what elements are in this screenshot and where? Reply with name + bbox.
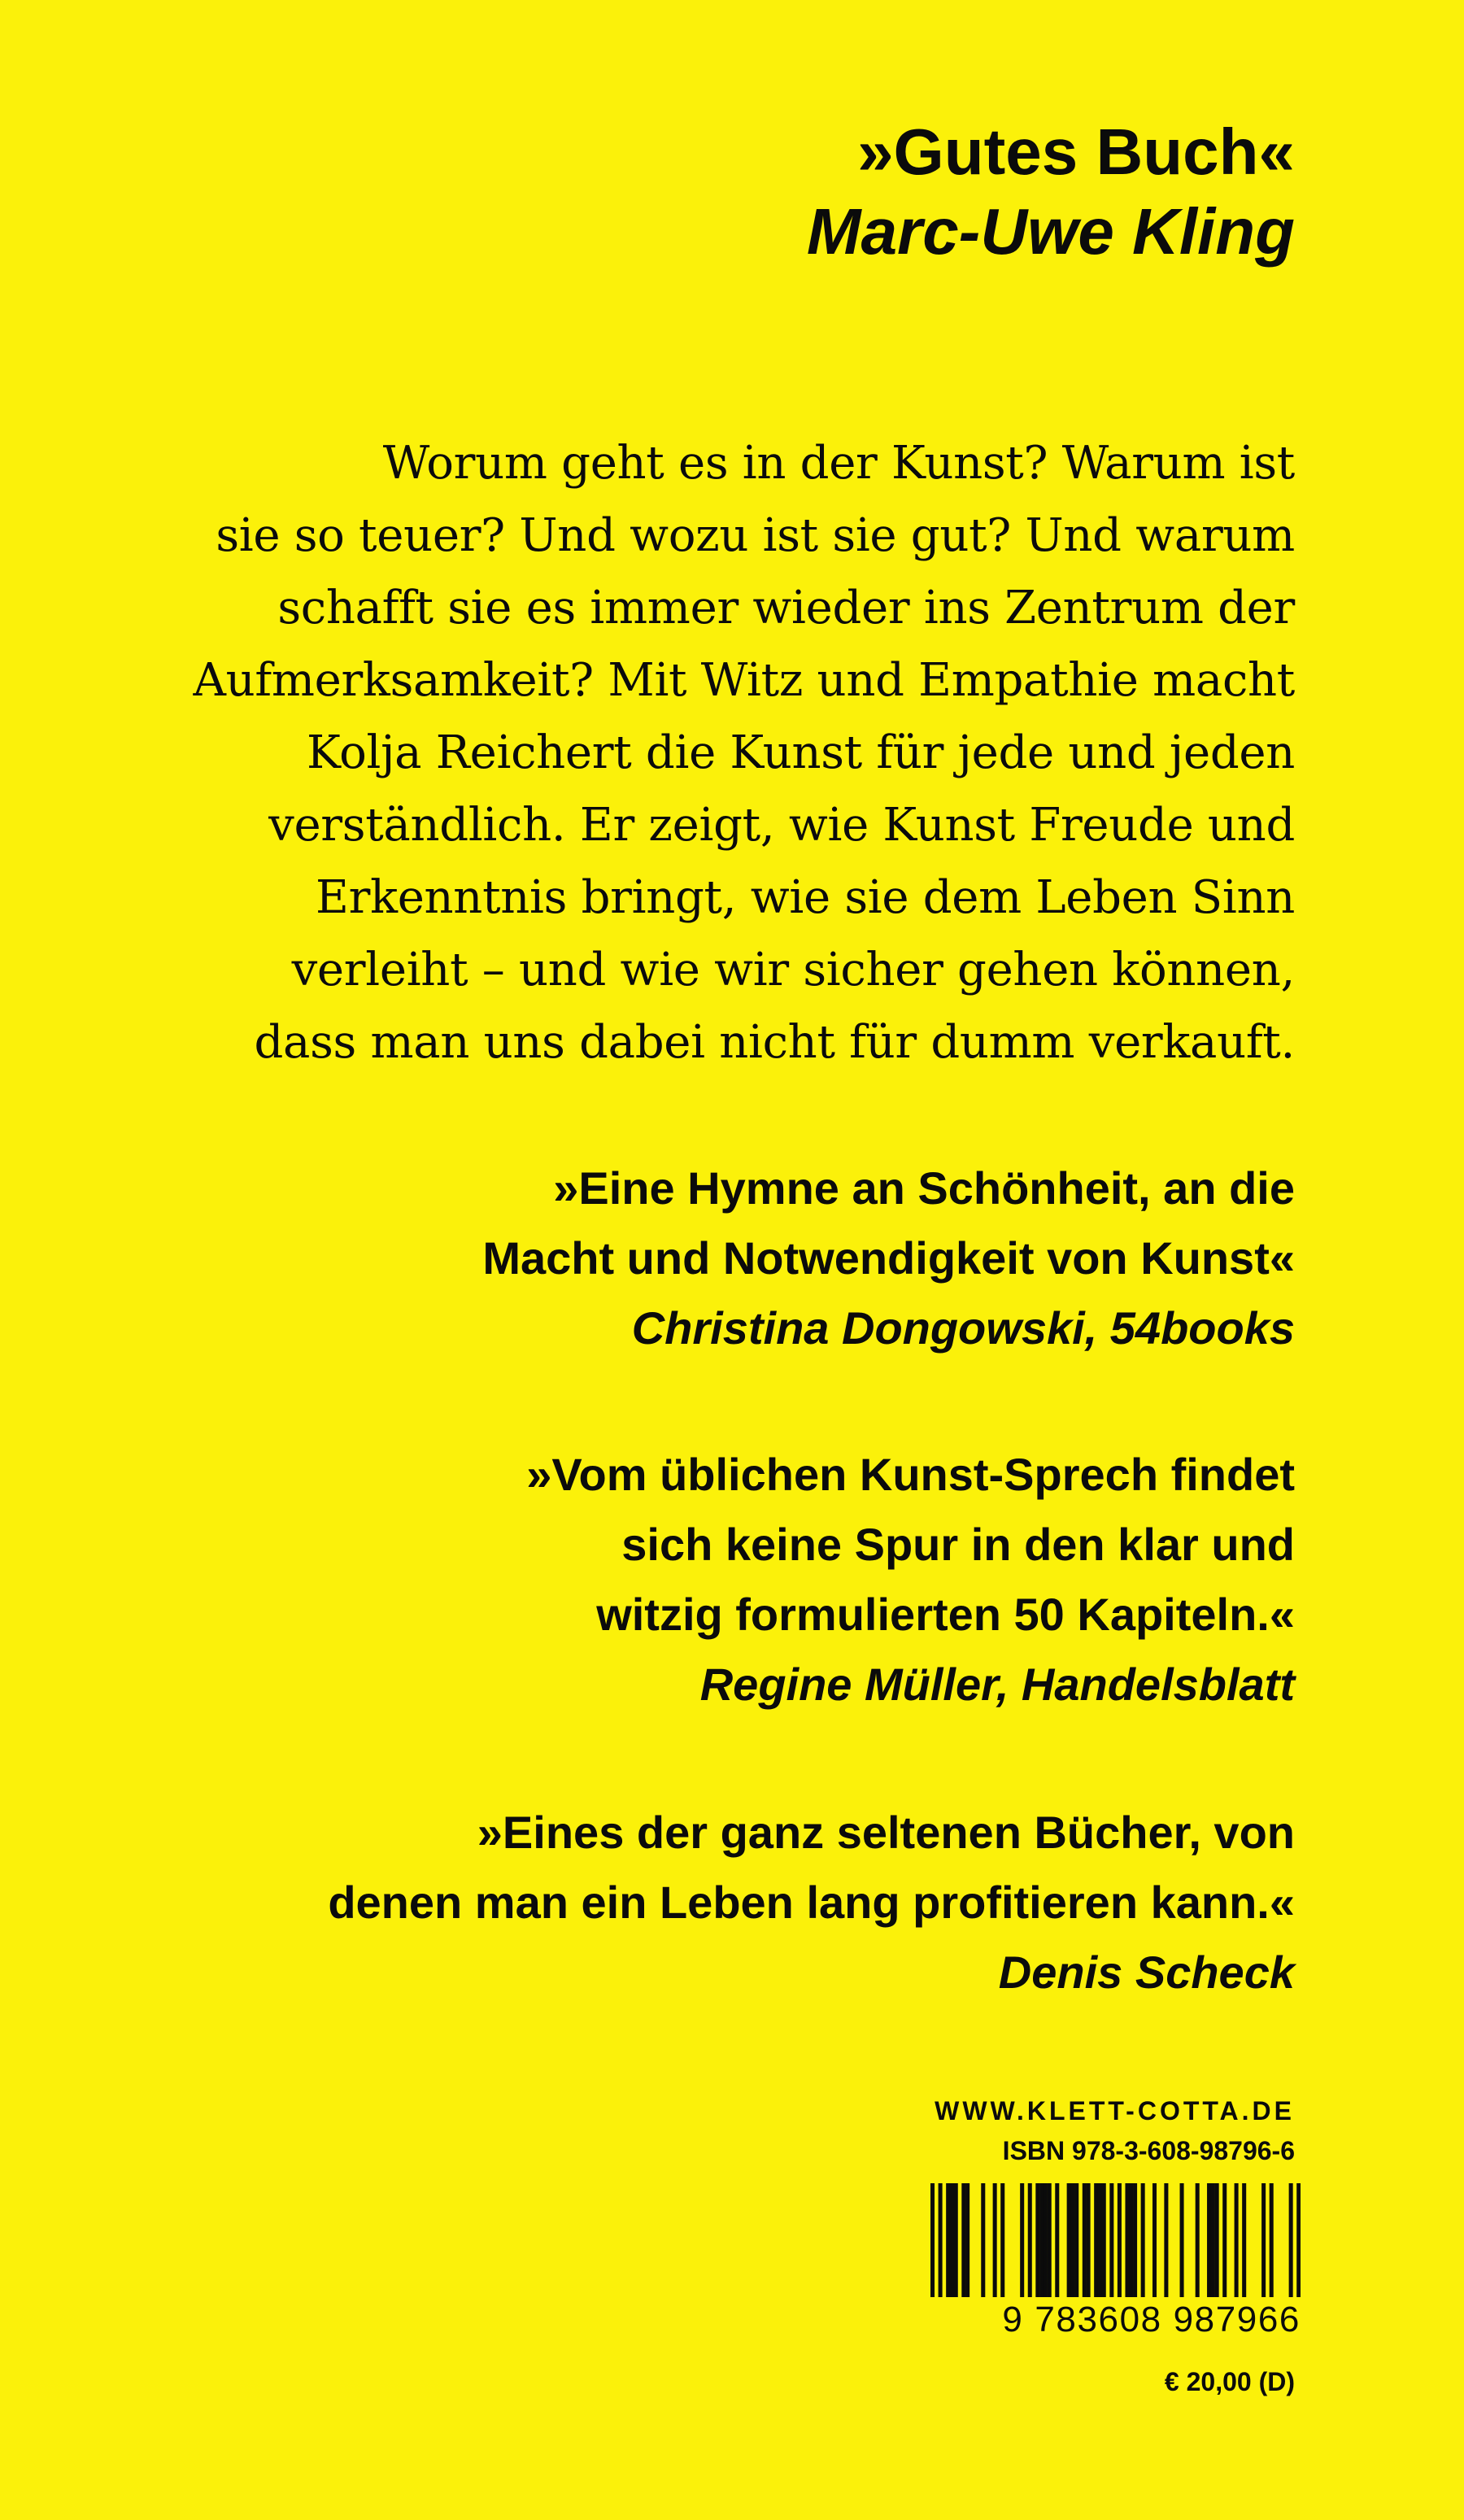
review-quote-line: denen man ein Leben lang profitieren kann.« xyxy=(328,1877,1295,1928)
barcode-bar xyxy=(1235,2183,1239,2297)
barcode-bar xyxy=(1083,2183,1087,2297)
barcode-bar xyxy=(1102,2183,1106,2297)
publisher-info xyxy=(807,2091,1295,2171)
barcode-bar xyxy=(950,2183,954,2297)
barcode-bar xyxy=(1242,2183,1246,2297)
blurb-line: Kolja Reichert die Kunst für jede und jeden xyxy=(307,726,1295,779)
barcode-bar xyxy=(1039,2183,1044,2297)
review-quote xyxy=(75,1440,1295,1720)
barcode-bar xyxy=(1074,2183,1078,2297)
barcode-bar xyxy=(1067,2183,1071,2297)
price-tag xyxy=(888,2364,1295,2400)
barcode-bar xyxy=(1261,2183,1266,2297)
barcode-bar xyxy=(1289,2183,1293,2297)
review-source: Regine Müller, Handelsblatt xyxy=(699,1659,1295,1710)
top-quote-author: Marc-Uwe Kling xyxy=(806,195,1295,268)
top-quote-text: »Gutes Buch« xyxy=(857,116,1295,188)
review-quote-line: »Eines der ganz seltenen Bücher, von xyxy=(477,1807,1295,1858)
barcode-bar xyxy=(1070,2183,1074,2297)
review-quote xyxy=(75,1798,1295,2008)
blurb-line: sie so teuer? Und wozu ist sie gut? Und warum xyxy=(216,509,1295,562)
barcode-bar xyxy=(1207,2183,1211,2297)
top-quote xyxy=(319,112,1295,272)
blurb-line: verständlich. Er zeigt, wie Kunst Freude und xyxy=(268,799,1295,852)
barcode-bar xyxy=(1296,2183,1301,2297)
barcode-bar xyxy=(981,2183,985,2297)
price-label: € 20,00 (D) xyxy=(1164,2367,1295,2396)
barcode-bar xyxy=(1215,2183,1219,2297)
barcode-bar xyxy=(1125,2183,1129,2297)
barcode-bar xyxy=(1048,2183,1052,2297)
review-quote-line: »Vom üblichen Kunst-Sprech findet xyxy=(526,1449,1295,1500)
review-quote-line: witzig formulierten 50 Kapiteln.« xyxy=(596,1589,1295,1640)
barcode-bar xyxy=(1133,2183,1137,2297)
blurb-line: schafft sie es immer wieder ins Zentrum der xyxy=(277,582,1295,634)
barcode-bar xyxy=(1164,2183,1168,2297)
barcode-bar xyxy=(1044,2183,1048,2297)
barcode-bar xyxy=(930,2183,935,2297)
blurb-line: dass man uns dabei nicht für dumm verkauft. xyxy=(254,1016,1295,1069)
blurb-line: verleiht – und wie wir sicher gehen können, xyxy=(291,944,1295,996)
barcode xyxy=(914,2183,1301,2343)
barcode-bar xyxy=(1180,2183,1184,2297)
barcode-bar xyxy=(939,2183,943,2297)
review-quote xyxy=(75,1153,1295,1363)
review-source: Denis Scheck xyxy=(998,1947,1295,1998)
blurb-line: Erkenntnis bringt, wie sie dem Leben Sinn xyxy=(316,871,1295,924)
blurb-text xyxy=(156,427,1295,1079)
review-quote-line: Macht und Notwendigkeit von Kunst« xyxy=(482,1232,1295,1284)
barcode-bar xyxy=(1020,2183,1024,2297)
barcode-bar xyxy=(1211,2183,1215,2297)
review-quote-line: sich keine Spur in den klar und xyxy=(621,1519,1295,1570)
barcode-bar xyxy=(1129,2183,1133,2297)
barcode-bar xyxy=(1222,2183,1227,2297)
barcode-bar xyxy=(1196,2183,1200,2297)
barcode-bar xyxy=(1028,2183,1032,2297)
barcode-bar xyxy=(1270,2183,1274,2297)
barcode-bar xyxy=(1035,2183,1039,2297)
blurb-line: Worum geht es in der Kunst? Warum ist xyxy=(382,437,1295,490)
barcode-bar xyxy=(1109,2183,1113,2297)
barcode-bar xyxy=(965,2183,969,2297)
barcode-bar xyxy=(1118,2183,1122,2297)
blurb-line: Aufmerksamkeit? Mit Witz und Empathie macht xyxy=(193,654,1295,707)
barcode-bar xyxy=(1141,2183,1145,2297)
barcode-bar xyxy=(1098,2183,1102,2297)
barcode-bars xyxy=(914,2183,1301,2297)
barcode-bar xyxy=(1094,2183,1098,2297)
publisher-website: WWW.KLETT-COTTA.DE xyxy=(935,2096,1295,2125)
barcode-digits: 9 783608 987966 xyxy=(1002,2300,1301,2339)
barcode-bar xyxy=(993,2183,997,2297)
review-quote-line: »Eine Hymne an Schönheit, an die xyxy=(553,1162,1295,1214)
isbn-number: ISBN 978-3-608-98796-6 xyxy=(1002,2136,1295,2165)
barcode-bar xyxy=(1152,2183,1157,2297)
barcode-bar xyxy=(954,2183,958,2297)
barcode-bar xyxy=(1087,2183,1091,2297)
review-source: Christina Dongowski, 54books xyxy=(631,1302,1295,1354)
barcode-bar xyxy=(1000,2183,1004,2297)
barcode-bar xyxy=(1055,2183,1059,2297)
barcode-bar xyxy=(946,2183,950,2297)
barcode-bar xyxy=(961,2183,965,2297)
